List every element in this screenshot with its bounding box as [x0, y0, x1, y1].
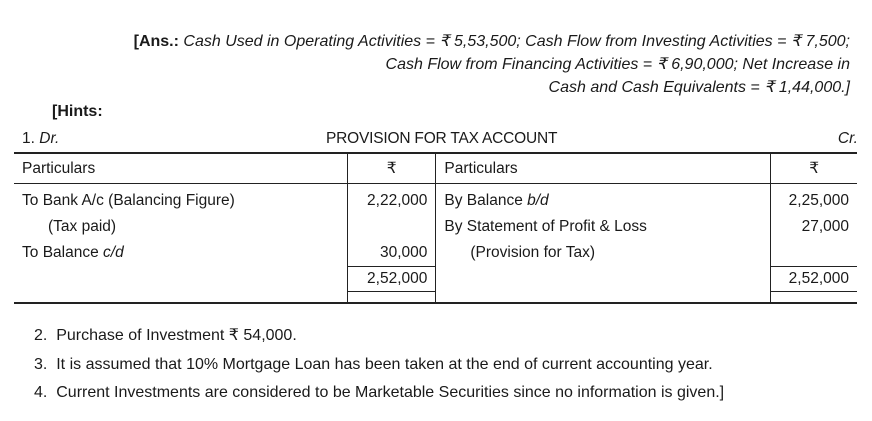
debit-text: Bank A/c (Balancing Figure)	[42, 192, 235, 209]
answer-line-3: Cash and Cash Equivalents = ₹ 1,44,000.]	[548, 79, 850, 96]
credit-particular	[436, 214, 771, 240]
table-bottom-rule	[14, 292, 857, 304]
hints-heading: [Hints:	[52, 103, 103, 120]
credit-text: Statement of Profit & Loss	[466, 218, 647, 235]
debit-amount: 2,22,000	[347, 184, 435, 215]
debit-italic: c/d	[103, 244, 124, 262]
note-number: 4.	[34, 384, 48, 401]
account-cr-label: Cr.	[837, 130, 858, 147]
debit-particular	[14, 184, 347, 215]
debit-text: Balance	[42, 244, 99, 262]
note-item	[34, 351, 724, 380]
credit-amount	[771, 240, 857, 267]
provision-for-tax-account	[14, 152, 857, 304]
note-number: 3.	[34, 355, 48, 373]
credit-italic: b/d	[527, 192, 549, 209]
header-amount-right: ₹	[771, 153, 857, 184]
answer-line-2: Cash Flow from Financing Activities = ₹ 6,90,000; Net Increase in	[385, 56, 850, 73]
answer-line-1	[134, 30, 850, 53]
credit-particular	[436, 240, 771, 267]
table-header-row	[14, 153, 857, 184]
note-text: It is assumed that 10% Mortgage Loan has been taken at the end of current accounting year.	[56, 355, 713, 373]
note-item	[34, 322, 724, 351]
note-text: Purchase of Investment ₹ 54,000.	[56, 327, 297, 344]
table-row	[14, 214, 857, 240]
header-particulars-left: Particulars	[14, 153, 347, 184]
total-left: 2,52,000	[347, 267, 435, 292]
credit-text: Balance	[466, 192, 523, 209]
debit-amount	[347, 214, 435, 240]
answer-text-1: Cash Used in Operating Activities = ₹ 5,53,500; Cash Flow from Investing Activities = ₹ 7,500;	[183, 33, 850, 50]
debit-prefix: To	[22, 244, 39, 262]
note-number: 2.	[34, 327, 48, 344]
credit-prefix: By	[444, 192, 463, 209]
header-amount-left: ₹	[347, 153, 435, 184]
credit-amount: 27,000	[771, 214, 857, 240]
debit-prefix: To	[22, 192, 39, 209]
total-row	[14, 267, 857, 292]
answer-prefix: [Ans.:	[133, 33, 179, 50]
hint-number: 1.	[22, 130, 35, 147]
hint-notes	[34, 322, 724, 408]
credit-text: (Provision for Tax)	[470, 244, 596, 262]
note-item	[34, 379, 724, 408]
debit-particular	[14, 240, 347, 267]
table-row	[14, 240, 857, 267]
debit-amount: 30,000	[347, 240, 435, 267]
total-right: 2,52,000	[771, 267, 857, 292]
credit-amount: 2,25,000	[771, 184, 857, 215]
debit-particular	[14, 214, 347, 240]
header-particulars-right: Particulars	[436, 153, 771, 184]
debit-text: (Tax paid)	[48, 218, 117, 235]
credit-particular	[436, 184, 771, 215]
note-text: Current Investments are considered to be Marketable Securities since no information is given.]	[56, 384, 725, 401]
account-title: PROVISION FOR TAX ACCOUNT	[326, 130, 558, 147]
table-row	[14, 184, 857, 215]
account-dr-label	[22, 130, 59, 148]
credit-prefix: By	[444, 218, 463, 235]
answer-block	[134, 30, 850, 99]
dr-text: Dr.	[39, 130, 60, 147]
